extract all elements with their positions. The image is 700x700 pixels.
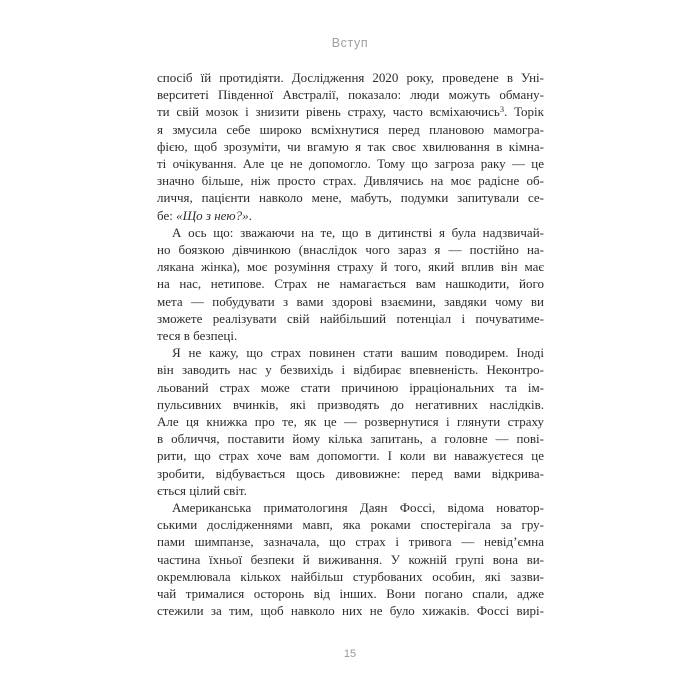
text-line [157, 258, 544, 275]
text-line [157, 396, 544, 413]
text-segment: Американська приматологиня Даян Фоссі, відома новатор- [172, 500, 544, 516]
text-segment: фією, щоб зрозуміти, чи вгамую я так своє хвилювання в кімна- [157, 138, 544, 154]
text-line [157, 344, 544, 361]
text-line [157, 413, 544, 430]
text-line [157, 499, 544, 516]
text-segment: зможете реалізувати свій найбільший потенціал і почуватиме- [157, 310, 544, 326]
text-segment: . Торік [504, 104, 544, 120]
chapter-running-head: Вступ [331, 36, 369, 50]
text-segment: лякана жінка), моє розуміння страху й того, який вплив він має [157, 259, 544, 275]
text-segment: Але ця книжка про те, як це — розвернутися і глянути страху [157, 414, 544, 430]
text-segment: Я не кажу, що страх повинен стати вашим поводирем. Іноді [172, 345, 544, 361]
text-line [157, 585, 544, 602]
text-line [157, 602, 544, 619]
text-line [157, 224, 544, 241]
text-line [157, 172, 544, 189]
text-line [157, 207, 544, 224]
page-number: 15 [343, 648, 357, 660]
text-line [157, 516, 544, 533]
text-segment: . [248, 207, 252, 223]
text-line [157, 293, 544, 310]
text-line [157, 482, 544, 499]
text-segment: но боязкою дівчинкою (внаслідок чого зараз я — постійно на- [157, 242, 544, 258]
text-segment: в обличчя, поставити йому кілька запитань, а головне — пові- [157, 431, 544, 447]
text-line [157, 69, 544, 86]
text-segment: на нас, нетипове. Страх не намагається вам нашкодити, його [157, 276, 544, 292]
text-line [157, 121, 544, 138]
text-column [157, 69, 544, 620]
text-segment: ється цілий світ. [157, 482, 247, 498]
text-segment: мета — побудувати з вами здорові взаємини, завдяки чому ви [157, 293, 544, 309]
text-segment: ськими дослідженнями мавп, яка роками спостерігала за гру- [157, 517, 544, 533]
text-line [157, 568, 544, 585]
text-line [157, 551, 544, 568]
text-segment: ти свій мозок і знизити рівень страху, часто всміхаючись [157, 104, 500, 120]
text-line [157, 447, 544, 464]
text-segment: теся в безпеці. [157, 328, 238, 344]
italic-quote: «Що з нею?» [176, 207, 249, 223]
text-segment: пульсивних вчинків, які призводять до негативних наслідків. [157, 396, 544, 412]
text-line [157, 241, 544, 258]
text-line [157, 310, 544, 327]
text-line [157, 86, 544, 103]
text-segment: рити, що страх хоче вам допомогти. І коли ви наважуєтеся це [157, 448, 544, 464]
text-segment: ті очікування. Але це не допомогло. Тому що загроза раку — це [157, 156, 544, 172]
text-segment: частина їхньої безпеки й виживання. У кожній групі вона ви- [157, 551, 544, 567]
text-line [157, 189, 544, 206]
text-segment: пами шимпанзе, зазначала, що страх і тривога — невід’ємна [157, 534, 544, 550]
text-segment: спосіб їй протидіяти. Дослідження 2020 року, проведене в Уні- [157, 70, 544, 85]
text-segment: зробити, відбувається щось дивовижне: перед вами відкрива- [157, 465, 544, 481]
text-segment: верситеті Південної Австралії, показало: люди можуть обману- [157, 87, 544, 103]
text-segment: бе: [157, 207, 177, 223]
text-segment: льований страх може стати причиною ірраціональних та ім- [157, 379, 544, 395]
text-segment: він заводить нас у безвихідь і відбирає впевненість. Неконтро- [157, 362, 544, 378]
text-segment: значно більше, ніж просто страх. Дивлячись на моє радісне об- [157, 173, 544, 189]
text-line [157, 275, 544, 292]
text-segment: чай трималися осторонь від інших. Вони погано спали, адже [157, 586, 544, 602]
text-segment: я змусила себе широко всміхнутися перед плановою мамогра- [157, 121, 544, 137]
text-line [157, 361, 544, 378]
text-line [157, 379, 544, 396]
text-line [157, 430, 544, 447]
text-line [157, 465, 544, 482]
text-line [157, 155, 544, 172]
text-segment: окремлювала кількох найбільш стурбованих особин, які зазви- [157, 568, 544, 584]
text-segment: личчя, пацієнти навколо мене, мабуть, подумки запитували се- [157, 190, 544, 206]
text-line [157, 533, 544, 550]
footnote-marker: 3 [499, 104, 505, 115]
text-line [157, 103, 544, 120]
text-line [157, 327, 544, 344]
text-segment: стежили за тим, щоб навколо них не було хижаків. Фоссі вирі- [157, 603, 544, 619]
text-line [157, 138, 544, 155]
text-segment: А ось що: зважаючи на те, що в дитинстві я була надзвичай- [172, 224, 544, 240]
